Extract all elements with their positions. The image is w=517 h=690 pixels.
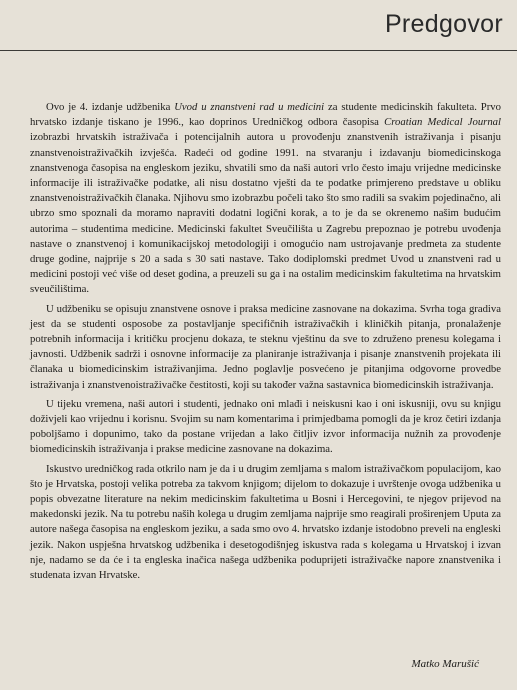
text-run: Iskustvo uredničkog rada otkrilo nam je da i u drugim zemljama s malom istraživačkom populacijom, kao što je Hrvatska, postoji velika potreba za takvom knjigom; dijelom to dokazuje i uvrštenje ovoga udžbenika u popis obvezatne literature na nekim medicinskim fakultetima u Bosni i Hercegovini, te njegov prijevod na makedonski jezik. Na tu potrebu naših kolega u drugim zemljama najprije smo reagirali proširenjem Uputa za autore našega časopisa na engleskom jeziku, a sada smo ovo 4. hrvatsko izdanje istodobno preveli na engleski jezik. Nakon uspješna hrvatskog udžbenika i desetogodišnjeg iskustva rada s kolegama u Hrvatskoj i izvan nje, nadamo se da će i ta engleska inačica našega udžbenika poduprijeti istraživačke napore znanstvenika i studenata izvan Hrvatske. bbox=[30, 462, 501, 582]
text-run: Ovo je 4. izdanje udžbenika bbox=[46, 101, 175, 113]
preface-body bbox=[30, 100, 501, 587]
text-run: U udžbeniku se opisuju znanstvene osnove i praksa medicine zasnovane na dokazima. Svrha toga gradiva jest da se studenti osposobe za postavljanje specifičnih istraživačkih i kliničkih pitanja, pronalaženje potrebnih informacija i kritičku procjenu dokaza, te steknu vještinu da sve to združeno prenesu kolegama i javnosti. Udžbenik sadrži i osnovne informacije za planiranje istraživanja i pisanje znanstvenih projekata ili članaka u biomedicinskim istraživanjima. Jedno poglavlje posvećeno je pitanjima odgovorne provedbe istraživanja i znanstvenoistraživačke čestitosti, koji su također važna sastavnica biomedicinskih istraživanja. bbox=[30, 302, 501, 391]
header-rule bbox=[0, 50, 517, 51]
page-title: Predgovor bbox=[384, 10, 503, 38]
text-run: izobrazbi hrvatskih istraživača i potencijalnih autora u provođenju znanstvenih istraživanja i pisanju znanstvenoistraživačkih izvješća. Radeći od godine 1991. na stvaranju i izdavanju biomedicinskoga znanstvenoga časopisa na engleskom jeziku, shvatili smo da naši autori vrlo često imaju vrijedne medicinske informacije ili istraživačke podatke, ali nisu dostatno vješti da te podatke primjereno predstave u obliku znanstvenoistraživačkih članaka. Njihovu smo izobrazbu počeli tako što smo radili sa svakim pojedinačno, ali ubrzo smo spoznali da moramo napraviti dodatni logični korak, a to je da se okrenemo našim budućim autorima – studentima medicine. Medicinski fakultet Sveučilišta u Zagrebu prepoznao je potrebu uvođenja nastave o znanstvenoj i komunikacijskoj metodologiji i omogućio nam ustrojavanje predmeta za studente druge godine, najprije s 20 a sada s 30 sati nastave. Tako dodiplomski predmet Uvod u znanstveni rad u medicini postoji već više od deset godina, a preuzeli su ga i na ostalim medicinskim fakultetima na hrvatskim sveučilištima. bbox=[30, 131, 501, 296]
paragraph-2 bbox=[30, 302, 501, 393]
paragraph-3 bbox=[30, 397, 501, 458]
text-run: U tijeku vremena, naši autori i studenti, jednako oni mlađi i neiskusni kao i oni iskusniji, ovu su knjigu doživjeli kao vrijednu i korisnu. Svojim su nam komentarima i primjedbama pomogli da je kroz četiri izdanja poboljšamo i dopunimo, tako da postane vrijedan a lako čitljiv izvor informacija nužnih za provođenje biomedicinskih istraživanja i prakse medicine zasnovane na dokazima. bbox=[30, 397, 501, 456]
author-signature: Matko Marušić bbox=[411, 658, 479, 670]
book-title: Uvod u znanstveni rad u medicini bbox=[174, 101, 325, 113]
paragraph-4 bbox=[30, 462, 501, 584]
journal-title: Croatian Medical Journal bbox=[384, 116, 501, 129]
paragraph-1 bbox=[30, 100, 501, 298]
text-run: za studente medicinskih fakulteta. Prvo hrvatsko izdanje tiskano je 1996., kao doprinos Uredničkog odbora časopisa bbox=[30, 101, 501, 129]
